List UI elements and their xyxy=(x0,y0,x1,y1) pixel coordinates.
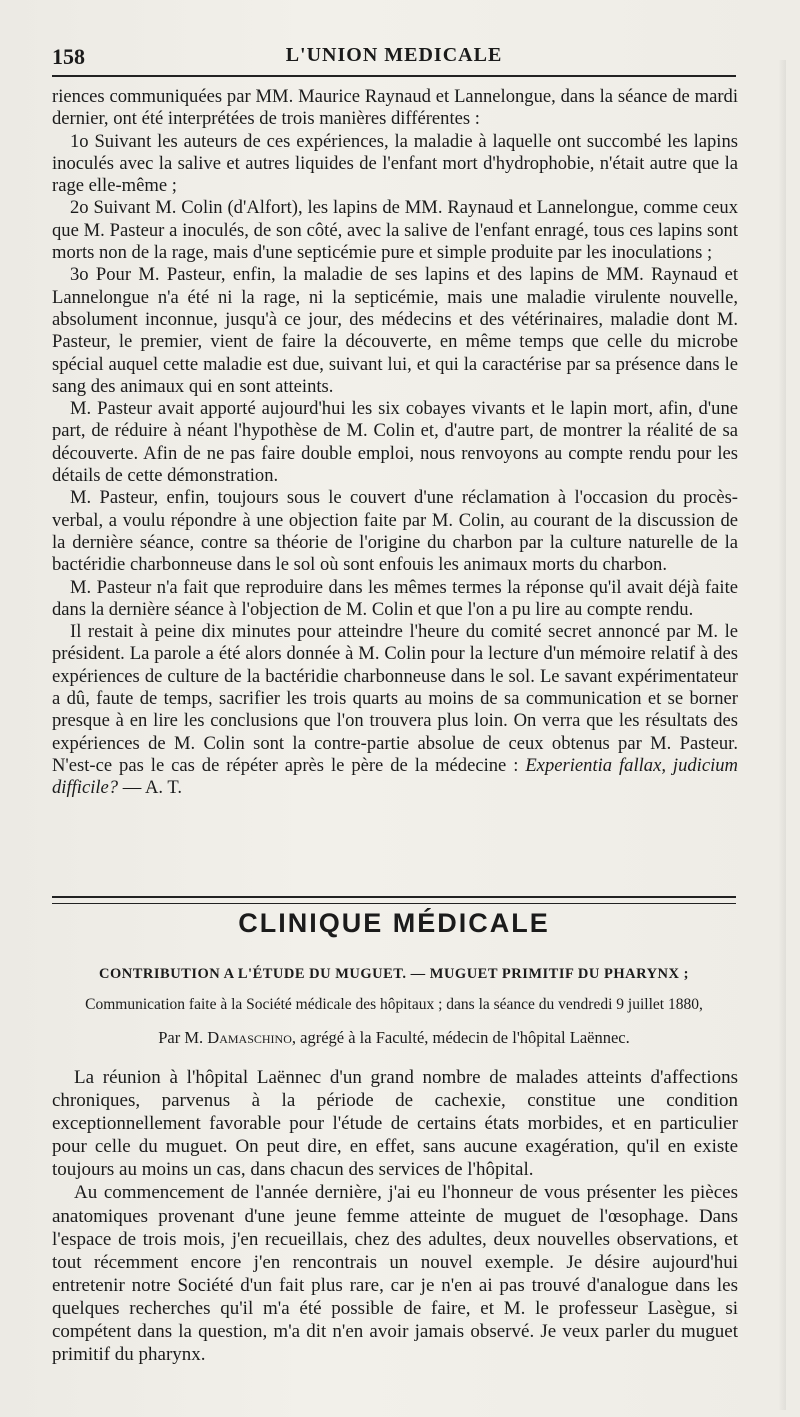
paragraph: 2o Suivant M. Colin (d'Alfort), les lapins de MM. Raynaud et Lannelongue, comme ceux que M. Pasteur a inoculés, de son côté, avec la salive de l'enfant enragé, tous ces lapins sont morts non de la rage, mais d'une septicémie pure et simple produite par les inoculations ; xyxy=(52,197,738,264)
page-number: 158 xyxy=(52,44,85,69)
latin-quote: Experientia fallax, judicium difficile? xyxy=(52,754,738,799)
paragraph: Au commencement de l'année dernière, j'ai eu l'honneur de vous présenter les pièces anatomiques provenant d'une jeune femme atteinte de muguet de l'œsophage. Dans l'espace de trois mois, j'en recueillais, chez des adultes, deux nouvelles observations, et tout récemment encore j'en rencontrais un nouvel exemple. Je désire aujourd'hui entretenir notre Société d'un fait plus rare, car je n'en ai pas trouvé d'analogue dans les quelques recherches qu'il m'a été possible de faire, et M. le professeur Lasègue, si compétent dans la question, m'a dit n'en avoir jamais observé. Je veux parler du muguet primitif du pharynx. xyxy=(52,1182,738,1366)
paragraph: riences communiquées par MM. Maurice Raynaud et Lannelongue, dans la séance de mardi dernier, ont été interprétées de trois manières différentes : xyxy=(52,86,738,130)
report-column xyxy=(52,86,738,800)
paragraph: 3o Pour M. Pasteur, enfin, la maladie de ses lapins et des lapins de MM. Raynaud et Lannelongue n'a été ni la rage, ni la septicémie, mais une maladie virulente nouvelle, absolument inconnue, jusqu'à ce jour, des médecins et des vétérinaires, maladie dont M. Pasteur, le premier, vient de faire la découverte, en même temps que celle du microbe spécial auquel cette maladie est due, suivant lui, et qui la caractérise par sa présence dans le sang des animaux qui en sont atteints. xyxy=(52,264,738,397)
author-prefix: Par M. xyxy=(158,1028,208,1047)
paragraph: M. Pasteur, enfin, toujours sous le couvert d'une réclamation à l'occasion du procès-verbal, a voulu répondre à une objection faite par M. Colin, au courant de la discussion de la dernière séance, contre sa théorie de l'origine du charbon par la culture naturelle de la bactéridie charbonneuse dans le sol où sont enfouis les animaux morts du charbon. xyxy=(52,487,738,576)
paragraph: 1o Suivant les auteurs de ces expériences, la maladie à laquelle ont succombé les lapins inoculés avec la salive et autres liquides de l'enfant mort d'hydrophobie, n'était autre que la rage elle-même ; xyxy=(52,130,738,197)
paragraph: M. Pasteur n'a fait que reproduire dans les mêmes termes la réponse qu'il avait déjà faite dans la dernière séance à l'objection de M. Colin et que l'on a pu lire au compte rendu. xyxy=(52,576,738,620)
journal-title: L'UNION MEDICALE xyxy=(285,44,503,66)
paragraph: La réunion à l'hôpital Laënnec d'un grand nombre de malades atteints d'affections chroniques, parvenus à la période de cachexie, constitue une condition exceptionnellement favorable pour l'étude de certains états morbides, et en particulier pour celle du muguet. On peut dire, en effet, sans aucune exagération, qu'il en existe toujours au moins un cas, dans chacun des services de l'hôpital. xyxy=(52,1067,738,1181)
page-edge-shadow xyxy=(778,60,786,1410)
article-body xyxy=(52,1066,738,1366)
article-title: CONTRIBUTION A L'ÉTUDE DU MUGUET. — MUGUET PRIMITIF DU PHARYNX ; xyxy=(99,966,689,982)
article-subtitle: Communication faite à la Société médicale des hôpitaux ; dans la séance du vendredi 9 juillet 1880, xyxy=(85,996,703,1013)
author-affiliation: , agrégé à la Faculté, médecin de l'hôpital Laënnec. xyxy=(291,1028,630,1047)
article-author xyxy=(52,1028,736,1048)
page-header xyxy=(52,40,736,70)
section-title: CLINIQUE MÉDICALE xyxy=(238,908,550,938)
final-paragraph xyxy=(52,621,738,799)
author-name: Damaschino xyxy=(207,1028,292,1047)
section-divider xyxy=(52,896,736,904)
paragraph-text: Il restait à peine dix minutes pour atteindre l'heure du comité secret annoncé par M. le président. La parole a été alors donnée à M. Colin pour la lecture d'un mémoire relatif à des expériences de culture de la bactéridie charbonneuse dans le sol. Le savant expérimentateur a dû, faute de temps, sacrifier les trois quarts au moins de sa communication et se borner presque à en lire les conclusions que l'on trouvera plus loin. On verra que les résultats des expériences de M. Colin sont la contre-partie absolue de ceux obtenus par M. Pasteur. N'est-ce pas le cas de répéter après le père de la médecine : xyxy=(52,621,738,776)
header-rule xyxy=(52,75,736,77)
paragraph: M. Pasteur avait apporté aujourd'hui les six cobayes vivants et le lapin mort, afin, d'une part, de réduire à néant l'hypothèse de M. Colin et, d'autre part, de montrer la réalité de sa découverte. Afin de ne pas faire double emploi, nous renvoyons au compte rendu pour les détails de cette démonstration. xyxy=(52,398,738,487)
author-initials: — A. T. xyxy=(118,777,182,799)
